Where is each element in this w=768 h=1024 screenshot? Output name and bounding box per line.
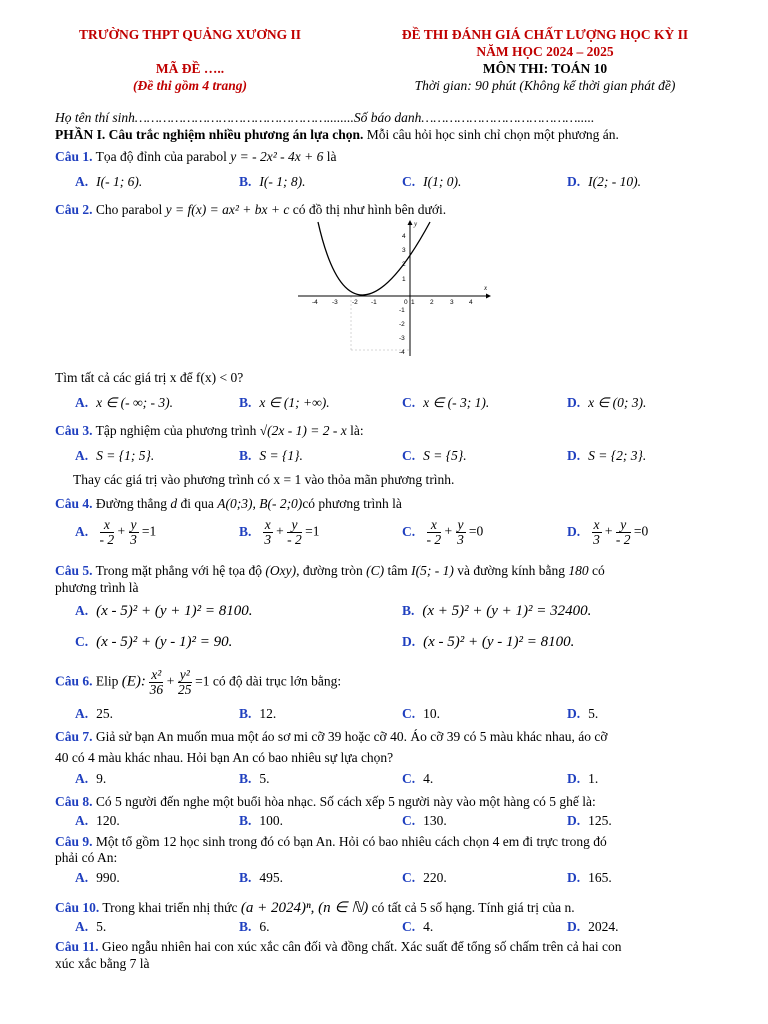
denominator: 3 [457, 532, 464, 547]
option-label: D. [567, 448, 581, 463]
option-text: x ∈ (- 3; 1). [423, 395, 490, 410]
formula: (C) [366, 563, 385, 578]
option-label: A. [75, 706, 89, 721]
option-text: (x - 5)² + (y - 1)² = 8100. [423, 634, 575, 650]
question-label: Câu 5. [55, 563, 93, 578]
option-label: A. [75, 174, 89, 189]
formula: y = - 2x² - 4x + 6 [230, 149, 324, 164]
option-text: (x - 5)² + (y - 1)² = 90. [96, 634, 233, 650]
option-text: I(1; 0). [423, 174, 462, 189]
denominator: 25 [177, 682, 192, 697]
option-label: D. [402, 634, 416, 649]
x-tick: -2 [352, 299, 358, 306]
option-label: A. [75, 395, 89, 410]
formula: y = f(x) = ax² + bx + c [165, 202, 290, 217]
option-text: 495. [259, 870, 284, 885]
option-text: 125. [588, 813, 612, 828]
option-text: 9. [96, 771, 107, 786]
fraction [287, 518, 302, 547]
question-label: Câu 1. [55, 149, 93, 164]
q4-option-b[interactable]: B. $\frac{x}{3}$ + $\frac{y}{- 2}$ =1 [239, 517, 320, 547]
denominator: - 2 [615, 532, 631, 547]
question-8 [55, 794, 716, 810]
option-label: A. [75, 870, 89, 885]
q6-option-d[interactable] [567, 706, 598, 722]
question-label: Câu 8. [55, 794, 93, 809]
option-label: A. [75, 919, 89, 934]
denominator: 36 [149, 682, 164, 697]
option-label: A. [75, 603, 89, 618]
y-tick: 2 [402, 261, 406, 268]
q9-option-b[interactable] [239, 870, 283, 886]
option-label: B. [239, 870, 252, 885]
q1-option-d[interactable] [567, 174, 641, 190]
option-label: C. [75, 634, 89, 649]
question-label: Câu 3. [55, 423, 93, 438]
y-tick: 3 [402, 247, 406, 254]
option-label: D. [567, 919, 581, 934]
y-tick: 1 [402, 276, 406, 283]
option-text: 5. [259, 771, 270, 786]
q9-option-d[interactable] [567, 870, 612, 886]
question-text: là: [346, 423, 364, 438]
q6-option-a[interactable] [75, 706, 113, 722]
option-text: S = {1}. [259, 448, 303, 463]
option-text: 165. [588, 870, 612, 885]
question-text: Có 5 người đến nghe một buổi hòa nhạc. Số cách xếp 5 người này vào một hàng có 5 ghế là: [92, 794, 596, 809]
q9-option-a[interactable] [75, 870, 120, 886]
denominator: - 2 [99, 532, 115, 547]
y-tick: -1 [399, 307, 405, 314]
option-label: B. [239, 395, 252, 410]
numerator: x [264, 517, 271, 532]
question-text: , đường tròn [296, 563, 367, 578]
q7-option-c[interactable] [402, 771, 433, 787]
option-text: (x + 5)² + (y + 1)² = 32400. [422, 603, 592, 619]
y-tick: -4 [399, 349, 405, 356]
equation-rhs: =1 [305, 523, 320, 539]
question-text: Tọa độ đỉnh của parabol [92, 149, 231, 164]
option-label: C. [402, 706, 416, 721]
equation-rhs: =0 [633, 523, 649, 539]
q9-line2: phải có An: [55, 850, 118, 865]
question-text: có [588, 563, 605, 578]
q10-option-a[interactable] [75, 919, 106, 935]
option-text: 10. [423, 706, 440, 721]
option-text: 4. [423, 771, 434, 786]
equation-rhs: =0 [468, 523, 484, 539]
option-label: D. [567, 395, 581, 410]
denominator: - 2 [287, 532, 302, 547]
q10-option-d[interactable] [567, 919, 619, 935]
option-text: 100. [259, 813, 284, 828]
option-text: x ∈ (1; +∞). [259, 395, 330, 410]
option-text: (x - 5)² + (y + 1)² = 8100. [96, 603, 253, 619]
equation-rhs: =1 [141, 523, 157, 539]
question-2 [55, 202, 716, 218]
y-tick-labels [399, 233, 406, 356]
question-7 [55, 729, 716, 745]
option-label: D. [567, 870, 581, 885]
school-year: NĂM HỌC 2024 – 2025 [476, 44, 614, 59]
q5-option-a[interactable] [75, 603, 253, 620]
option-text: 220. [423, 870, 447, 885]
question-text: Giả sử bạn An muốn mua một áo sơ mi cỡ 39 hoặc cỡ 40. Áo cỡ 39 có 5 màu khác nhau, áo cỡ [92, 729, 608, 744]
q7-option-b[interactable] [239, 771, 270, 787]
x-tick: 1 [411, 299, 415, 306]
q3-option-c[interactable] [402, 448, 467, 464]
fraction [616, 518, 631, 547]
question-label: Câu 2. [55, 202, 93, 217]
question-text: Trong mặt phẳng với hệ tọa độ [92, 563, 266, 578]
parabola-curve [318, 222, 430, 295]
question-text: tâm [384, 563, 412, 578]
formula: (a + 2024)ⁿ, (n ∈ ℕ) [240, 900, 369, 916]
equation-rhs: =1 [195, 673, 210, 689]
denominator: 3 [593, 532, 600, 547]
part1-note: Mỗi câu hỏi học sinh chỉ chọn một phương án. [363, 127, 619, 142]
option-label: B. [239, 771, 252, 786]
question-label: Câu 9. [55, 834, 93, 849]
header-left [40, 26, 340, 94]
denominator: 3 [264, 532, 272, 547]
fraction [149, 668, 163, 697]
numerator: y [616, 518, 631, 533]
numerator: y [287, 518, 302, 533]
fraction [178, 668, 192, 697]
x-tick-labels [312, 299, 473, 306]
question-label: Câu 7. [55, 729, 93, 744]
option-text: 6. [259, 919, 270, 934]
option-label: D. [567, 813, 581, 828]
option-text: 120. [96, 813, 120, 828]
q1-option-c[interactable] [402, 174, 461, 190]
question-label: Câu 4. [55, 496, 93, 511]
option-text: I(- 1; 8). [259, 174, 306, 189]
y-tick: -2 [399, 321, 405, 328]
q1-option-a[interactable] [75, 174, 142, 190]
page-count: (Đề thi gồm 4 trang) [132, 78, 247, 93]
numerator: x [427, 518, 442, 533]
q10-option-c[interactable] [402, 919, 433, 935]
option-text: 5. [96, 919, 107, 934]
subject: MÔN THI: TOÁN 10 [482, 61, 608, 76]
q8-option-d[interactable] [567, 813, 612, 829]
y-tick: -3 [399, 335, 405, 342]
option-text: 130. [423, 813, 447, 828]
q3-hint: Thay các giá trị vào phương trình có x = 1 vào thỏa mãn phương trình. [73, 472, 455, 487]
q8-option-a[interactable] [75, 813, 120, 829]
q3-option-b[interactable] [239, 448, 303, 464]
option-label: A. [75, 813, 89, 828]
option-label: D. [567, 706, 581, 721]
exam-code: MÃ ĐỀ ….. [155, 61, 225, 76]
x-tick: 4 [469, 299, 473, 306]
numerator: x² [151, 667, 162, 682]
option-label: B. [239, 174, 252, 189]
question-9 [55, 834, 716, 850]
option-text: S = {5}. [423, 448, 467, 463]
option-label: C. [402, 395, 416, 410]
time-limit: Thời gian: 90 phút (Không kể thời gian phát đề) [414, 78, 676, 93]
option-label: D. [567, 771, 581, 786]
fraction [263, 518, 273, 547]
option-text: 2024. [588, 919, 619, 934]
option-label: A. [75, 771, 89, 786]
formula: (Oxy) [265, 563, 297, 578]
q8-option-c[interactable] [402, 813, 447, 829]
part1-title: PHẦN I. Câu trắc nghiệm nhiều phương án lựa chọn. [55, 127, 364, 142]
formula: √(2x - 1) = 2 - x [259, 423, 347, 438]
question-text: Một tổ gồm 12 học sinh trong đó có bạn An. Hỏi có bao nhiêu cách chọn 4 em đi trực trong đó [92, 834, 607, 849]
option-text: 4. [423, 919, 434, 934]
q2-option-b[interactable] [239, 395, 330, 411]
x-tick: 0 [404, 299, 408, 306]
option-label: C. [402, 174, 416, 189]
q10-option-b[interactable] [239, 919, 270, 935]
question-text: và đường kính bằng [453, 563, 569, 578]
q2-option-a[interactable] [75, 395, 173, 411]
formula: I(5; - 1) [411, 563, 454, 578]
option-label: D. [567, 174, 581, 189]
option-label: C. [402, 813, 416, 828]
option-label: D. [567, 523, 581, 539]
formula: A(0;3), B(- 2;0) [217, 496, 303, 511]
student-info-line: Họ tên thí sinh…………………………………………........Số báo danh…………………………………..... [55, 110, 595, 125]
question-text: có độ dài trục lớn bằng: [209, 673, 342, 689]
y-tick: 4 [402, 233, 406, 240]
q11-line2: xúc xắc bằng 7 là [55, 956, 150, 971]
question-10 [55, 898, 716, 917]
question-text: có đồ thị như hình bên dưới. [289, 202, 447, 217]
x-axis-label: x [484, 284, 488, 292]
question-label: Câu 10. [55, 900, 100, 915]
q3-option-d[interactable] [567, 448, 646, 464]
q6-option-c[interactable] [402, 706, 440, 722]
option-label: C. [402, 919, 416, 934]
question-text: Đường thẳng [92, 496, 171, 511]
option-label: B. [239, 706, 252, 721]
header-right [360, 26, 730, 94]
question-text: là [323, 149, 337, 164]
line-name: d [170, 496, 178, 511]
fraction [129, 518, 139, 547]
q5-option-d[interactable] [402, 634, 574, 651]
option-label: C. [402, 523, 416, 539]
option-label: A. [75, 523, 89, 539]
numerator: y [457, 517, 464, 532]
option-label: B. [239, 919, 252, 934]
formula: 180 [568, 563, 589, 578]
x-axis-arrow [486, 294, 491, 299]
denominator: - 2 [426, 532, 442, 547]
q2-option-d[interactable] [567, 395, 646, 411]
q2-option-c[interactable] [402, 395, 489, 411]
x-tick: 3 [450, 299, 454, 306]
q6-option-b[interactable] [239, 706, 276, 722]
question-text: Tập nghiệm của phương trình [92, 423, 260, 438]
question-text: có tất cả 5 số hạng. Tính giá trị của n. [368, 900, 575, 915]
fraction [427, 518, 442, 547]
option-text: x ∈ (0; 3). [588, 395, 647, 410]
y-axis-arrow [408, 220, 413, 225]
numerator: x [593, 517, 600, 532]
q7-option-a[interactable] [75, 771, 106, 787]
q9-option-c[interactable] [402, 870, 447, 886]
question-text: đi qua [177, 496, 218, 511]
q8-option-b[interactable] [239, 813, 283, 829]
x-tick: -1 [371, 299, 377, 306]
question-text: Trong khai triển nhị thức [99, 900, 241, 915]
numerator: y² [179, 667, 190, 682]
option-text: 1. [588, 771, 599, 786]
q5-line2: phương trình là [55, 580, 139, 595]
option-text: x ∈ (- ∞; - 3). [96, 395, 173, 410]
fraction [456, 518, 466, 547]
q3-option-a[interactable] [75, 448, 154, 464]
q1-option-b[interactable] [239, 174, 306, 190]
exam-title: ĐỀ THI ĐÁNH GIÁ CHẤT LƯỢNG HỌC KỲ II [401, 27, 689, 42]
question-1 [55, 149, 716, 165]
option-label: B. [239, 813, 252, 828]
option-label: C. [402, 771, 416, 786]
question-text: Gieo ngẫu nhiên hai con xúc xắc cân đối và đồng chất. Xác suất để tổng số chấm trên cả hai con [98, 939, 622, 954]
numerator: x [100, 518, 115, 533]
question-6: Câu 6. Elip (E): $\frac{\text{x²}}{36}$ + $\frac{\text{y²}}{25}$ =1 có độ dài trục lớn bằng: [55, 667, 342, 697]
question-text: có phương trình là [302, 496, 402, 511]
question-label: Câu 6. [55, 673, 93, 689]
part1-heading [55, 127, 716, 143]
question-4 [55, 496, 716, 512]
option-label: A. [75, 448, 89, 463]
denominator: 3 [130, 532, 137, 547]
q5-option-b[interactable] [402, 603, 591, 620]
x-tick: 2 [430, 299, 434, 306]
option-text: 12. [259, 706, 277, 721]
question-5 [55, 563, 716, 579]
x-tick: -4 [312, 299, 318, 306]
q7-line2: 40 có 4 màu khác nhau. Hỏi bạn An có bao nhiêu sự lựa chọn? [55, 750, 394, 765]
fraction [100, 518, 115, 547]
option-text: S = {2; 3}. [588, 448, 647, 463]
option-label: B. [239, 523, 252, 539]
option-text: S = {1; 5}. [96, 448, 155, 463]
option-label: C. [402, 448, 416, 463]
option-text: 25. [96, 706, 113, 721]
q4-option-c[interactable]: C. $\frac{x}{- 2}$ + $\frac{y}{3}$ =0 [402, 517, 484, 547]
q2-question: Tìm tất cả các giá trị x để f(x) < 0? [55, 370, 244, 385]
parabola-graph [296, 218, 492, 358]
option-text: I(2; - 10). [588, 174, 641, 189]
option-text: 990. [96, 870, 120, 885]
x-tick: -3 [332, 299, 338, 306]
school-name: TRƯỜNG THPT QUẢNG XƯƠNG II [78, 27, 302, 42]
option-text: I(- 1; 6). [96, 174, 143, 189]
question-text: Elip [92, 673, 122, 689]
option-label: B. [239, 448, 252, 463]
option-label: B. [402, 603, 415, 618]
question-3 [55, 423, 716, 439]
question-11 [55, 939, 716, 955]
option-text: 5. [588, 706, 599, 721]
q7-option-d[interactable] [567, 771, 598, 787]
fraction [592, 518, 602, 547]
question-label: Câu 11. [55, 939, 99, 954]
question-text: Cho parabol [92, 202, 166, 217]
q4-option-d[interactable]: D. $\frac{x}{3}$ + $\frac{y}{- 2}$ =0 [567, 517, 649, 547]
q4-option-a[interactable]: A. $\frac{x}{- 2}$ + $\frac{y}{3}$ =1 [75, 517, 157, 547]
numerator: y [130, 517, 137, 532]
formula: (E): [121, 673, 146, 690]
q5-option-c[interactable] [75, 634, 232, 651]
y-axis-label: y [414, 220, 418, 228]
option-label: C. [402, 870, 416, 885]
